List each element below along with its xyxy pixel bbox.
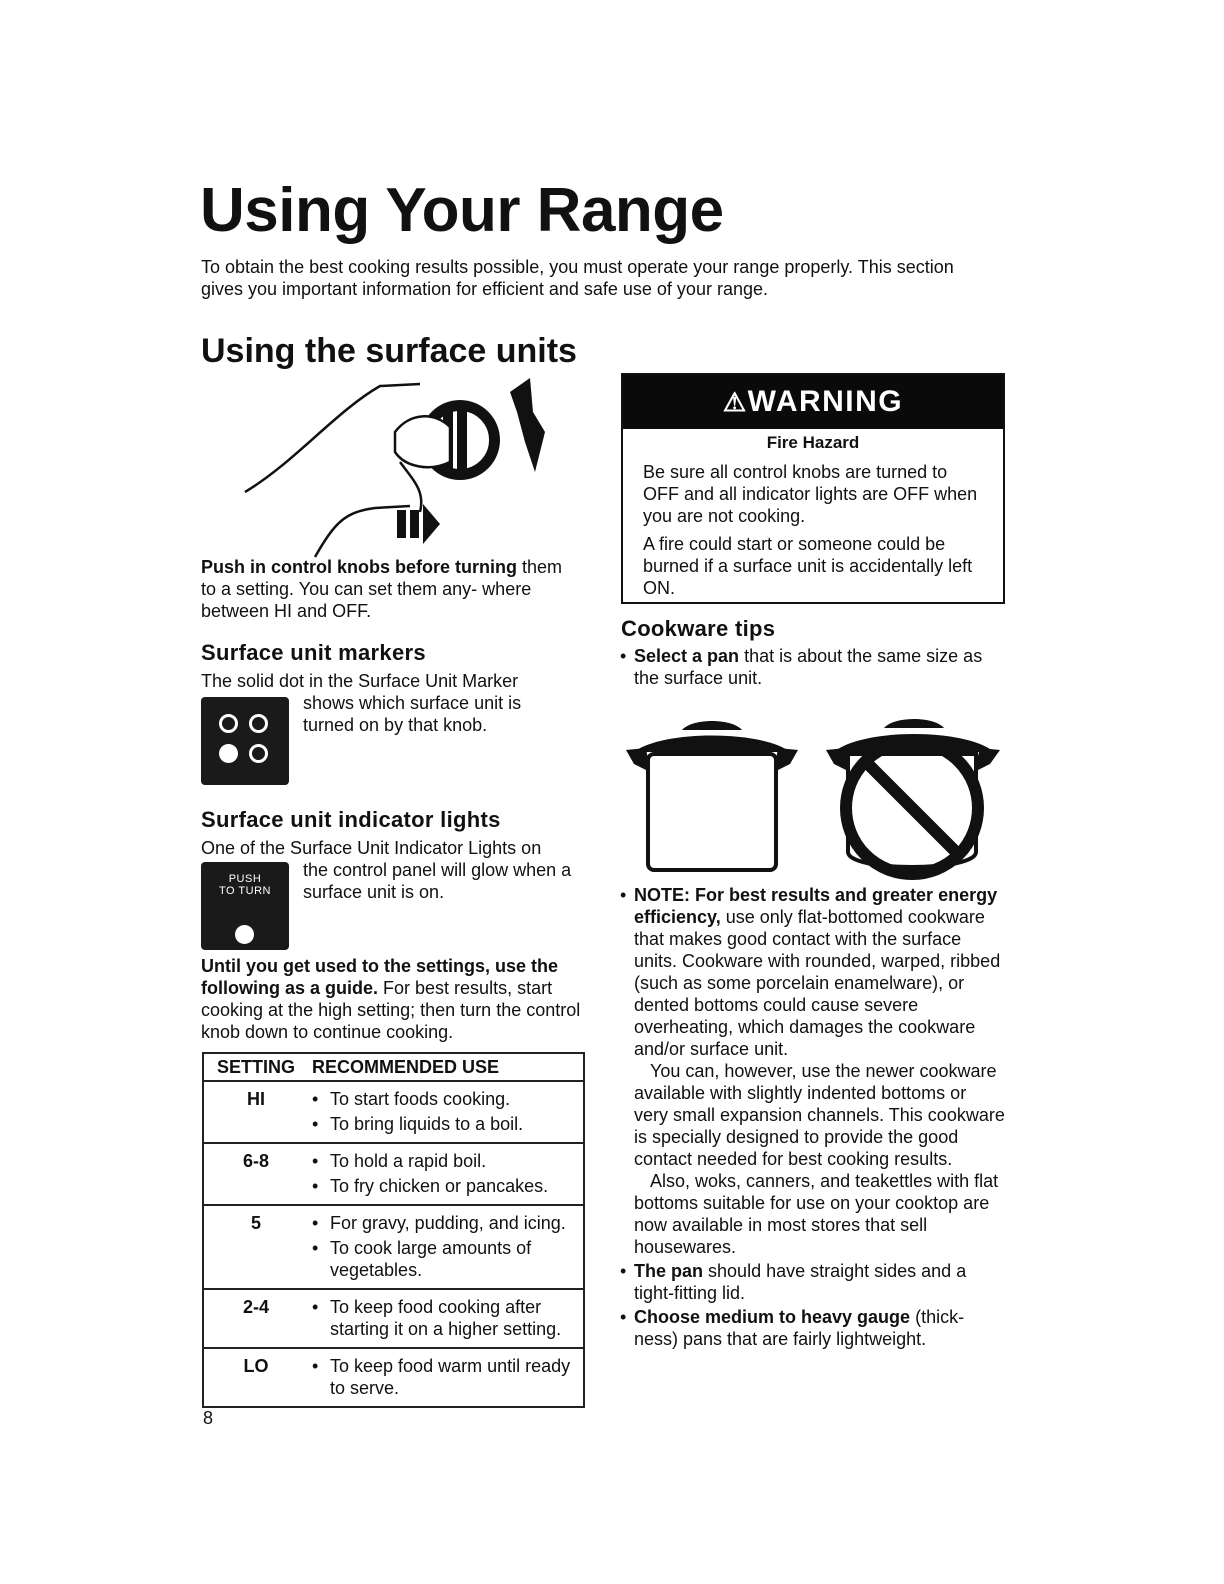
table-row [204, 1290, 583, 1349]
open-dot-icon [249, 714, 268, 733]
use-item: • To hold a rapid boil. [308, 1150, 583, 1172]
push-knob-illustration [235, 372, 565, 560]
setting-cell: 5 [250, 1213, 261, 1233]
guide-rest: For best results, start cooking at the high setting; then turn the control knob down to continue cooking. [201, 978, 581, 1042]
tip-gauge-bold: Choose medium to heavy gauge [634, 1307, 911, 1327]
open-dot-icon [249, 744, 268, 763]
note-paragraph-3: Also, woks, canners, and teakettles with flat bottoms suitable for use on your cooktop are now available in most stores that sell housewares. [634, 1171, 999, 1257]
push-knob-bold: Push in control knobs before turning [201, 557, 518, 577]
table-row [204, 1144, 583, 1206]
tip-gauge-text: (thick- ness) pans that are fairly lightweight. [634, 1307, 965, 1349]
note-text: use only flat-bottomed cookware that makes good contact with the surface units. Cookware with rounded, warped, ribbed (such as some porcelain enamelware), or dented bottoms could cause severe overheating, which damages the cookware and/or surface unit. [634, 907, 1001, 1059]
use-item: • To keep food warm until ready to serve. [308, 1355, 583, 1399]
warning-paragraph-2: A fire could start or someone could be burned if a surface unit is accidentally left ON. [643, 534, 973, 598]
tip-gauge [620, 1306, 1005, 1350]
to-turn-label: TO TURN [219, 885, 271, 897]
indicator-light-icon [201, 862, 289, 950]
setting-cell: HI [247, 1089, 265, 1109]
warning-header [623, 375, 1003, 429]
tip-select-pan-text: that is about the same size as the surface unit. [634, 646, 983, 688]
settings-table [202, 1052, 585, 1408]
note-bold: NOTE: For best results and greater energy efficiency, [634, 885, 998, 927]
tip-list-1 [620, 645, 1000, 689]
use-item: • To cook large amounts of vegetables. [308, 1237, 583, 1281]
table-row [204, 1206, 583, 1290]
use-item: • To start foods cooking. [308, 1088, 583, 1110]
markers-text: shows which surface unit is turned on by that knob. [303, 693, 522, 735]
cookware-heading: Cookware tips [621, 616, 776, 641]
use-cell [308, 1296, 583, 1343]
solid-dot-icon [219, 744, 238, 763]
warning-label: WARNING [747, 385, 904, 418]
section-heading: Using the surface units [201, 332, 577, 370]
tip-note [620, 884, 1005, 1258]
warning-box [621, 373, 1005, 604]
tip-the-pan-text: should have straight sides and a tight-fitting lid. [634, 1261, 967, 1303]
markers-line1: The solid dot in the Surface Unit Marker [201, 671, 519, 691]
warning-triangle-icon: ⚠ [722, 387, 748, 417]
fire-hazard-title: Fire Hazard [766, 433, 860, 452]
push-knob-text [201, 556, 571, 622]
markers-heading: Surface unit markers [201, 640, 426, 665]
tip-list-2 [620, 884, 1005, 1350]
open-dot-icon [219, 714, 238, 733]
tip-select-pan-bold: Select a pan [634, 646, 740, 666]
guide-text [201, 955, 596, 1043]
page-title: Using Your Range [200, 176, 724, 245]
guide-bold: Until you get used to the settings, use the following as a guide. [201, 956, 559, 998]
note-paragraph-2: You can, however, use the newer cookware available with slightly indented bottoms or very small expansion channels. This cookware is specially designed to provide the good contact needed for best cooking results. [634, 1061, 1005, 1169]
indicator-line1: One of the Surface Unit Indicator Lights on [201, 838, 542, 858]
surface-unit-marker-icon [201, 697, 289, 785]
table-row [204, 1349, 583, 1406]
use-item: • To bring liquids to a boil. [308, 1113, 583, 1135]
push-knob-rest: them to a setting. You can set them any- where between HI and OFF. [201, 557, 563, 621]
use-item: • For gravy, pudding, and icing. [308, 1212, 583, 1234]
use-cell [308, 1212, 583, 1284]
table-row [204, 1082, 583, 1144]
tip-the-pan [620, 1260, 1005, 1304]
indicator-dot-icon [235, 925, 254, 944]
intro-text: To obtain the best cooking results possible, you must operate your range properly. This section gives you important information for efficient and safe use of your range. [201, 257, 954, 299]
use-cell [308, 1088, 583, 1138]
warning-paragraph-1: Be sure all control knobs are turned to OFF and all indicator lights are OFF when you are not cooking. [643, 462, 978, 526]
recommended-use-column-header: RECOMMENDED USE [312, 1057, 500, 1077]
tip-the-pan-bold: The pan [634, 1261, 704, 1281]
tip-select-pan [620, 645, 1000, 689]
setting-cell: LO [243, 1356, 269, 1376]
use-item: • To keep food cooking after starting it on a higher setting. [308, 1296, 583, 1340]
table-body [204, 1082, 583, 1406]
table-header-row [204, 1054, 583, 1082]
use-cell [308, 1150, 583, 1200]
setting-cell: 6-8 [242, 1151, 269, 1171]
setting-cell: 2-4 [242, 1297, 269, 1317]
page-number: 8 [203, 1408, 214, 1428]
setting-column-header: SETTING [216, 1057, 295, 1077]
use-item: • To fry chicken or pancakes. [308, 1175, 583, 1197]
use-cell [308, 1355, 583, 1402]
indicator-heading: Surface unit indicator lights [201, 807, 501, 832]
push-label: PUSH [228, 873, 262, 885]
indicator-text: the control panel will glow when a surface unit is on. [303, 860, 572, 902]
cookware-pots-illustration [622, 712, 1002, 880]
